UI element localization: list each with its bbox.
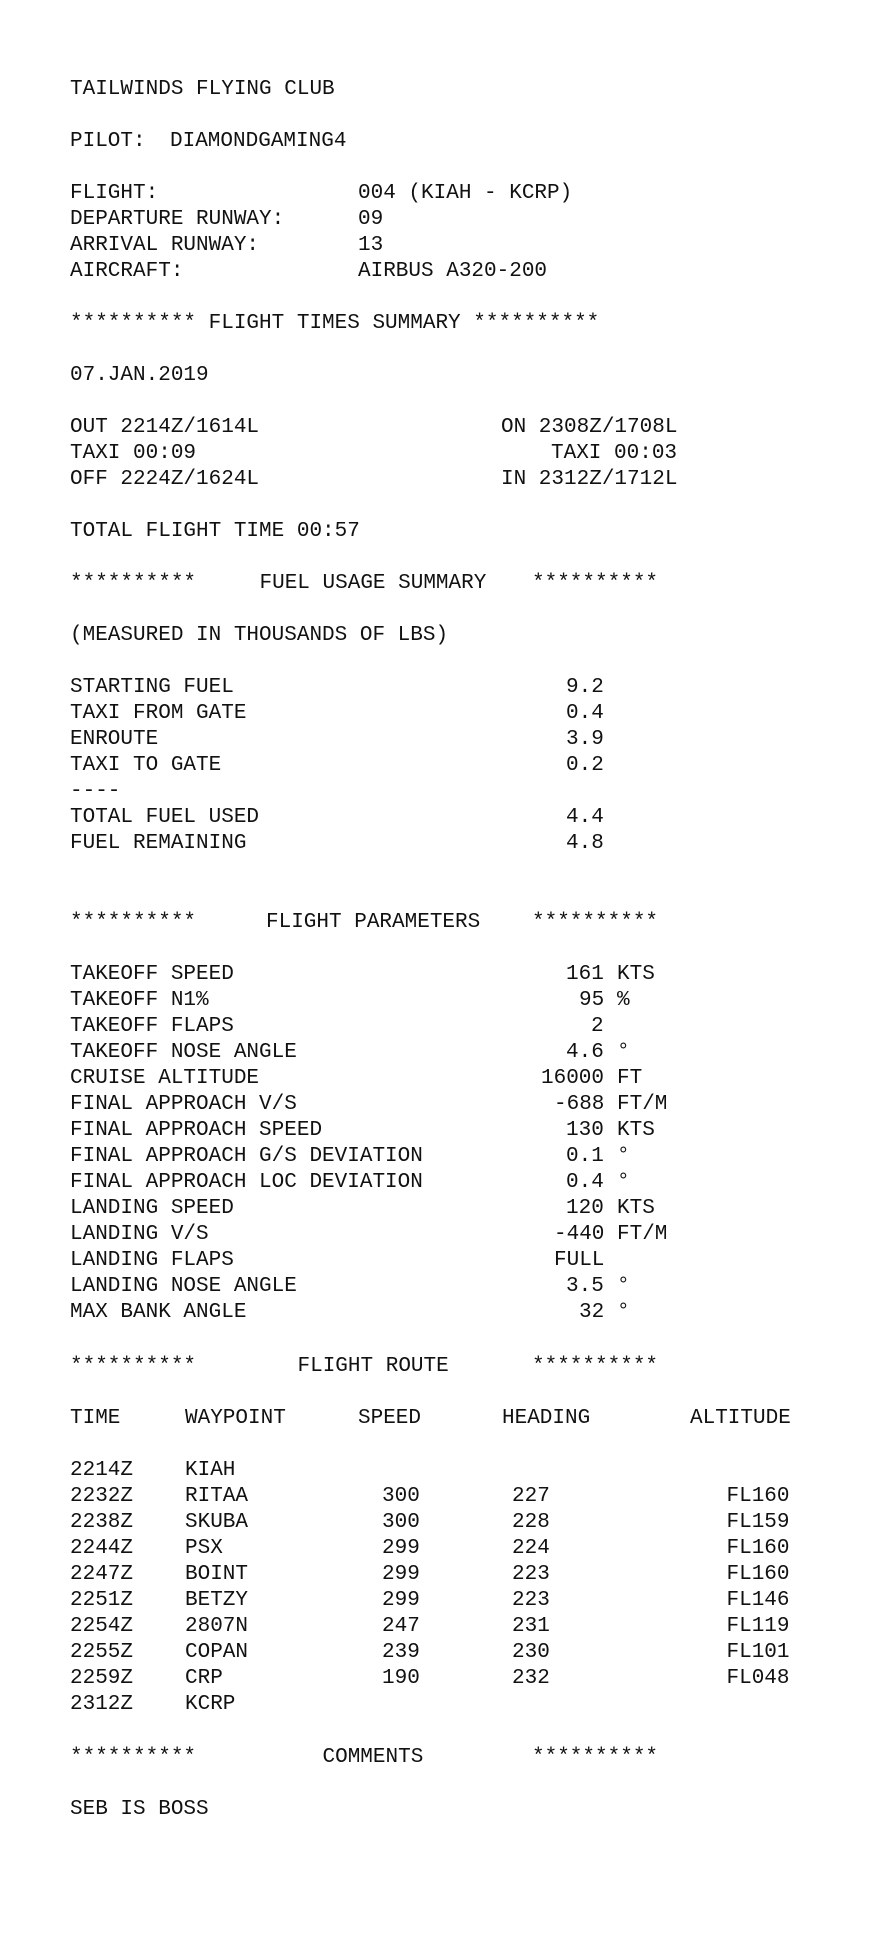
route-column-header: SPEED xyxy=(358,1407,422,1430)
param-value: 120 xyxy=(566,1197,604,1220)
flight-info-label: ARRIVAL RUNWAY: xyxy=(70,234,260,257)
param-unit: FT/M xyxy=(617,1093,668,1116)
param-value: 3.5 xyxy=(566,1275,604,1298)
route-cell: 224 xyxy=(512,1537,550,1560)
route-cell: 2214Z xyxy=(70,1459,134,1482)
flight-times-banner: ********** FLIGHT TIMES SUMMARY ********** xyxy=(70,312,600,335)
route-column-header: ALTITUDE xyxy=(690,1407,791,1430)
route-cell: 2312Z xyxy=(70,1693,134,1716)
route-cell: 299 xyxy=(382,1589,420,1612)
route-cell: COPAN xyxy=(185,1641,249,1664)
param-value: 2 xyxy=(591,1015,604,1038)
route-cell: 299 xyxy=(382,1563,420,1586)
param-value: -440 xyxy=(554,1223,605,1246)
param-value: 16000 xyxy=(541,1067,605,1090)
route-banner-title: FLIGHT ROUTE xyxy=(297,1355,449,1378)
pilot-name: DIAMONDGAMING4 xyxy=(170,130,347,153)
param-unit: KTS xyxy=(617,1119,655,1142)
param-unit: FT/M xyxy=(617,1223,668,1246)
route-cell: 2244Z xyxy=(70,1537,134,1560)
route-cell: BOINT xyxy=(185,1563,249,1586)
fuel-row-value: 0.4 xyxy=(566,702,604,725)
route-cell: KCRP xyxy=(185,1693,236,1716)
route-banner-stars-right: ********** xyxy=(532,1355,659,1378)
route-cell: KIAH xyxy=(185,1459,236,1482)
route-cell: SKUBA xyxy=(185,1511,249,1534)
time-right-entry: IN 2312Z/1712L xyxy=(501,468,678,491)
route-cell: 190 xyxy=(382,1667,420,1690)
param-unit: ° xyxy=(617,1171,630,1194)
fuel-total-label: TOTAL FUEL USED xyxy=(70,806,260,829)
param-unit: ° xyxy=(617,1145,630,1168)
param-label: TAKEOFF NOSE ANGLE xyxy=(70,1041,297,1064)
param-value: 0.1 xyxy=(566,1145,604,1168)
flight-info-value: AIRBUS A320-200 xyxy=(358,260,548,283)
fuel-separator: ---- xyxy=(70,780,121,803)
time-left-entry: OUT 2214Z/1614L xyxy=(70,416,260,439)
param-label: LANDING NOSE ANGLE xyxy=(70,1275,297,1298)
flight-date: 07.JAN.2019 xyxy=(70,364,209,387)
route-cell: 2254Z xyxy=(70,1615,134,1638)
param-value: 32 xyxy=(579,1301,605,1324)
route-cell: 300 xyxy=(382,1511,420,1534)
param-unit: ° xyxy=(617,1301,630,1324)
param-value: 130 xyxy=(566,1119,604,1142)
fuel-total-label: FUEL REMAINING xyxy=(70,832,247,855)
param-unit: FT xyxy=(617,1067,643,1090)
route-column-header: TIME xyxy=(70,1407,121,1430)
route-cell: 223 xyxy=(512,1589,550,1612)
route-cell: FL048 xyxy=(726,1667,790,1690)
param-unit: ° xyxy=(617,1275,630,1298)
time-left-entry: TAXI 00:09 xyxy=(70,442,197,465)
route-column-header: HEADING xyxy=(502,1407,591,1430)
route-cell: 223 xyxy=(512,1563,550,1586)
fuel-row-label: TAXI FROM GATE xyxy=(70,702,247,725)
route-cell: FL119 xyxy=(726,1615,790,1638)
total-flight-time: TOTAL FLIGHT TIME 00:57 xyxy=(70,520,360,543)
route-cell: 228 xyxy=(512,1511,550,1534)
param-value: 0.4 xyxy=(566,1171,604,1194)
comments-text: SEB IS BOSS xyxy=(70,1798,209,1821)
flight-info-value: 09 xyxy=(358,208,384,231)
fuel-row-label: STARTING FUEL xyxy=(70,676,234,699)
params-banner-stars-right: ********** xyxy=(532,911,659,934)
flight-info-value: 13 xyxy=(358,234,384,257)
route-cell: 2232Z xyxy=(70,1485,134,1508)
fuel-row-value: 9.2 xyxy=(566,676,604,699)
fuel-note: (MEASURED IN THOUSANDS OF LBS) xyxy=(70,624,449,647)
pilot-label: PILOT: xyxy=(70,130,146,153)
route-cell: PSX xyxy=(185,1537,223,1560)
flight-info-label: FLIGHT: xyxy=(70,182,159,205)
param-value: 4.6 xyxy=(566,1041,604,1064)
param-unit: % xyxy=(617,989,630,1012)
param-unit: KTS xyxy=(617,963,655,986)
param-label: TAKEOFF SPEED xyxy=(70,963,234,986)
route-cell: 300 xyxy=(382,1485,420,1508)
route-column-header: WAYPOINT xyxy=(185,1407,286,1430)
fuel-banner-stars-right: ********** xyxy=(532,572,659,595)
param-label: FINAL APPROACH LOC DEVIATION xyxy=(70,1171,423,1194)
fuel-row-value: 0.2 xyxy=(566,754,604,777)
fuel-total-value: 4.4 xyxy=(566,806,604,829)
flight-info-label: DEPARTURE RUNWAY: xyxy=(70,208,285,231)
route-cell: CRP xyxy=(185,1667,223,1690)
time-right-entry: ON 2308Z/1708L xyxy=(501,416,678,439)
param-value: FULL xyxy=(554,1249,605,1272)
route-cell: 247 xyxy=(382,1615,420,1638)
fuel-banner-title: FUEL USAGE SUMMARY xyxy=(259,572,487,595)
param-label: LANDING V/S xyxy=(70,1223,209,1246)
fuel-row-label: TAXI TO GATE xyxy=(70,754,222,777)
route-cell: 2259Z xyxy=(70,1667,134,1690)
route-cell: FL146 xyxy=(726,1589,790,1612)
fuel-row-label: ENROUTE xyxy=(70,728,159,751)
param-label: FINAL APPROACH G/S DEVIATION xyxy=(70,1145,423,1168)
params-banner-stars-left: ********** xyxy=(70,911,197,934)
club-name: TAILWINDS FLYING CLUB xyxy=(70,78,335,101)
param-label: CRUISE ALTITUDE xyxy=(70,1067,260,1090)
param-label: LANDING FLAPS xyxy=(70,1249,234,1272)
route-cell: FL160 xyxy=(726,1537,790,1560)
flight-info-value: 004 (KIAH - KCRP) xyxy=(358,182,573,205)
param-unit: KTS xyxy=(617,1197,655,1220)
route-cell: RITAA xyxy=(185,1485,249,1508)
flight-info-label: AIRCRAFT: xyxy=(70,260,184,283)
route-cell: 227 xyxy=(512,1485,550,1508)
route-cell: 2807N xyxy=(185,1615,249,1638)
route-cell: BETZY xyxy=(185,1589,249,1612)
route-cell: FL159 xyxy=(726,1511,790,1534)
param-label: MAX BANK ANGLE xyxy=(70,1301,247,1324)
route-banner-stars-left: ********** xyxy=(70,1355,197,1378)
route-cell: FL160 xyxy=(726,1485,790,1508)
param-label: TAKEOFF FLAPS xyxy=(70,1015,234,1038)
comments-banner-stars-right: ********** xyxy=(532,1746,659,1769)
comments-banner-title: COMMENTS xyxy=(322,1746,424,1769)
time-right-entry: TAXI 00:03 xyxy=(551,442,678,465)
route-cell: 2255Z xyxy=(70,1641,134,1664)
param-value: 161 xyxy=(566,963,604,986)
time-left-entry: OFF 2224Z/1624L xyxy=(70,468,260,491)
param-value: 95 xyxy=(579,989,605,1012)
param-value: -688 xyxy=(554,1093,605,1116)
fuel-total-value: 4.8 xyxy=(566,832,604,855)
route-cell: 239 xyxy=(382,1641,420,1664)
route-cell: 2251Z xyxy=(70,1589,134,1612)
param-label: TAKEOFF N1% xyxy=(70,989,209,1012)
param-unit: ° xyxy=(617,1041,630,1064)
comments-banner-stars-left: ********** xyxy=(70,1746,197,1769)
route-cell: 2238Z xyxy=(70,1511,134,1534)
param-label: FINAL APPROACH V/S xyxy=(70,1093,297,1116)
param-label: LANDING SPEED xyxy=(70,1197,234,1220)
route-cell: 231 xyxy=(512,1615,550,1638)
route-cell: FL101 xyxy=(726,1641,790,1664)
route-cell: FL160 xyxy=(726,1563,790,1586)
fuel-banner-stars-left: ********** xyxy=(70,572,197,595)
param-label: FINAL APPROACH SPEED xyxy=(70,1119,323,1142)
route-cell: 230 xyxy=(512,1641,550,1664)
route-cell: 2247Z xyxy=(70,1563,134,1586)
params-banner-title: FLIGHT PARAMETERS xyxy=(266,911,481,934)
route-cell: 299 xyxy=(382,1537,420,1560)
fuel-row-value: 3.9 xyxy=(566,728,604,751)
route-cell: 232 xyxy=(512,1667,550,1690)
